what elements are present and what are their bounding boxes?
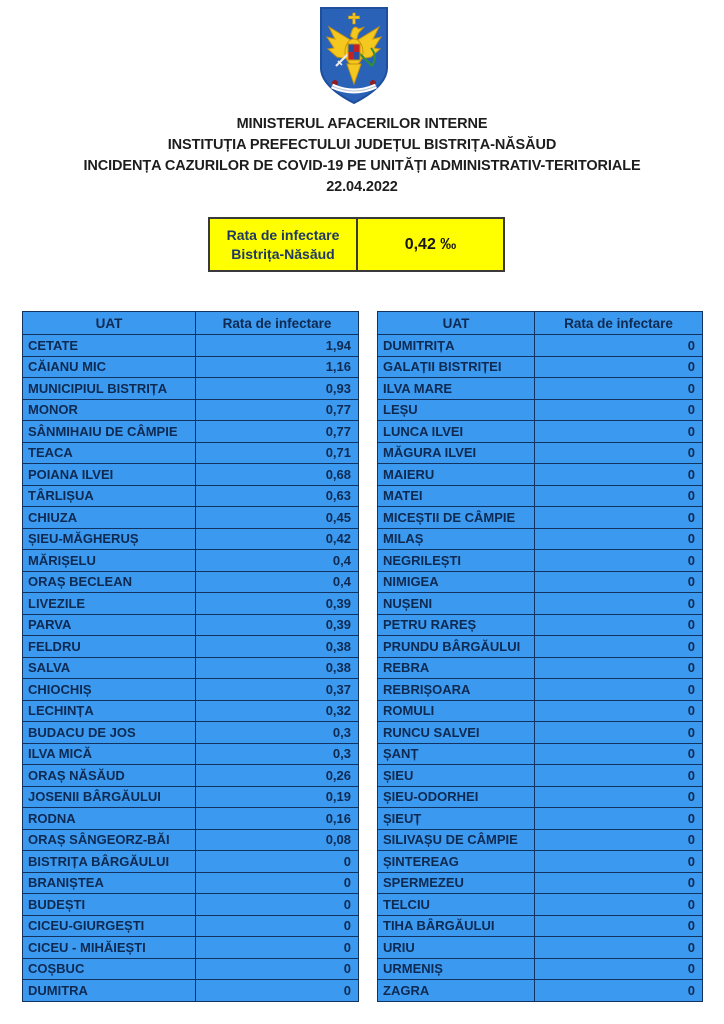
uat-name-cell: URMENIȘ: [378, 958, 535, 980]
table-row: [23, 937, 359, 959]
table-row: [23, 335, 359, 357]
uat-name-cell: MĂRIȘELU: [23, 550, 196, 572]
county-rate-summary-box: [208, 217, 505, 272]
rate-value-cell: 0,39: [196, 614, 359, 636]
rate-value-cell: 0: [535, 421, 703, 443]
rate-value-cell: 0: [535, 915, 703, 937]
table-row: [23, 894, 359, 916]
rate-value-cell: 0: [196, 894, 359, 916]
table-row: [23, 614, 359, 636]
uat-name-cell: SÂNMIHAIU DE CÂMPIE: [23, 421, 196, 443]
table-row: [23, 442, 359, 464]
uat-name-cell: NIMIGEA: [378, 571, 535, 593]
table-row: [378, 894, 703, 916]
rate-value-cell: 1,16: [196, 356, 359, 378]
uat-name-cell: BRANIȘTEA: [23, 872, 196, 894]
rate-value-cell: 0: [535, 464, 703, 486]
rate-value-cell: 0: [196, 915, 359, 937]
uat-name-cell: ȘANȚ: [378, 743, 535, 765]
table-row: [23, 786, 359, 808]
uat-name-cell: COȘBUC: [23, 958, 196, 980]
uat-name-cell: TÂRLIȘUA: [23, 485, 196, 507]
table-row: [378, 485, 703, 507]
uat-name-cell: POIANA ILVEI: [23, 464, 196, 486]
table-row: [23, 722, 359, 744]
column-header-uat: UAT: [378, 312, 535, 335]
table-row: [23, 765, 359, 787]
rate-value-cell: 0,32: [196, 700, 359, 722]
uat-name-cell: CICEU-GIURGEȘTI: [23, 915, 196, 937]
rate-value-cell: 0: [535, 894, 703, 916]
uat-name-cell: ORAȘ SÂNGEORZ-BĂI: [23, 829, 196, 851]
table-row: [378, 851, 703, 873]
uat-name-cell: LUNCA ILVEI: [378, 421, 535, 443]
table-row: [378, 378, 703, 400]
rate-value-cell: 0: [535, 657, 703, 679]
rate-value-cell: 0: [196, 851, 359, 873]
uat-name-cell: GALAȚII BISTRIȚEI: [378, 356, 535, 378]
table-row: [378, 872, 703, 894]
uat-name-cell: ZAGRA: [378, 980, 535, 1002]
uat-name-cell: CHIUZA: [23, 507, 196, 529]
table-row: [378, 765, 703, 787]
uat-name-cell: PARVA: [23, 614, 196, 636]
uat-table-right: [377, 311, 703, 1002]
uat-name-cell: JOSENII BÂRGĂULUI: [23, 786, 196, 808]
uat-name-cell: MAIERU: [378, 464, 535, 486]
uat-name-cell: ROMULI: [378, 700, 535, 722]
uat-name-cell: ȘIEU-MĂGHERUȘ: [23, 528, 196, 550]
rate-value-cell: 0: [535, 550, 703, 572]
table-row: [23, 378, 359, 400]
uat-name-cell: SILIVAȘU DE CÂMPIE: [378, 829, 535, 851]
rate-value-cell: 0: [535, 958, 703, 980]
rate-value-cell: 0: [535, 700, 703, 722]
uat-name-cell: CETATE: [23, 335, 196, 357]
uat-name-cell: LEȘU: [378, 399, 535, 421]
table-row: [378, 808, 703, 830]
table-row: [378, 356, 703, 378]
table-row: [23, 958, 359, 980]
table-row: [23, 700, 359, 722]
rate-value-cell: 0,63: [196, 485, 359, 507]
table-header-row: [378, 312, 703, 335]
uat-name-cell: ORAȘ NĂSĂUD: [23, 765, 196, 787]
uat-name-cell: BISTRIȚA BÂRGĂULUI: [23, 851, 196, 873]
rate-value-cell: 0,38: [196, 657, 359, 679]
column-header-rate: Rata de infectare: [196, 312, 359, 335]
table-row: [378, 980, 703, 1002]
title-line-ministry: MINISTERUL AFACERILOR INTERNE: [236, 116, 488, 132]
table-row: [23, 421, 359, 443]
county-rate-label-line2: Bistrița-Năsăud: [231, 245, 335, 262]
rate-value-cell: 0: [535, 335, 703, 357]
uat-name-cell: DUMITRA: [23, 980, 196, 1002]
uat-name-cell: TIHA BÂRGĂULUI: [378, 915, 535, 937]
uat-name-cell: DUMITRIȚA: [378, 335, 535, 357]
uat-name-cell: URIU: [378, 937, 535, 959]
rate-value-cell: 0,39: [196, 593, 359, 615]
table-row: [23, 980, 359, 1002]
uat-name-cell: BUDEȘTI: [23, 894, 196, 916]
uat-name-cell: BUDACU DE JOS: [23, 722, 196, 744]
uat-name-cell: ȘIEU-ODORHEI: [378, 786, 535, 808]
rate-value-cell: 1,94: [196, 335, 359, 357]
table-row: [378, 335, 703, 357]
table-row: [378, 829, 703, 851]
rate-value-cell: 0,3: [196, 743, 359, 765]
uat-name-cell: PRUNDU BÂRGĂULUI: [378, 636, 535, 658]
uat-name-cell: TEACA: [23, 442, 196, 464]
uat-name-cell: ȘINTEREAG: [378, 851, 535, 873]
table-row: [378, 528, 703, 550]
table-row: [378, 464, 703, 486]
uat-name-cell: LECHINȚA: [23, 700, 196, 722]
rate-value-cell: 0: [196, 958, 359, 980]
table-row: [378, 614, 703, 636]
table-row: [378, 700, 703, 722]
uat-name-cell: MĂGURA ILVEI: [378, 442, 535, 464]
rate-value-cell: 0: [535, 442, 703, 464]
rate-value-cell: 0: [535, 399, 703, 421]
table-row: [378, 442, 703, 464]
table-row: [23, 915, 359, 937]
county-rate-label-line1: Rata de infectare: [226, 226, 340, 243]
rate-value-cell: 0: [535, 593, 703, 615]
rate-value-cell: 0,4: [196, 571, 359, 593]
rate-value-cell: 0: [535, 743, 703, 765]
rate-value-cell: 0: [196, 980, 359, 1002]
table-row: [23, 829, 359, 851]
rate-value-cell: 0,77: [196, 421, 359, 443]
rate-value-cell: 0,4: [196, 550, 359, 572]
rate-value-cell: 0: [535, 829, 703, 851]
romania-coat-of-arms-icon: [318, 6, 390, 106]
uat-table-left: [22, 311, 359, 1002]
uat-name-cell: CHIOCHIȘ: [23, 679, 196, 701]
table-row: [23, 571, 359, 593]
table-row: [23, 872, 359, 894]
uat-name-cell: REBRIȘOARA: [378, 679, 535, 701]
rate-value-cell: 0: [535, 765, 703, 787]
rate-value-cell: 0,08: [196, 829, 359, 851]
table-row: [378, 679, 703, 701]
table-row: [378, 421, 703, 443]
uat-name-cell: TELCIU: [378, 894, 535, 916]
uat-name-cell: MONOR: [23, 399, 196, 421]
uat-name-cell: ILVA MICĂ: [23, 743, 196, 765]
rate-value-cell: 0: [535, 356, 703, 378]
table-row: [23, 657, 359, 679]
county-rate-value: 0,42 ‰: [404, 235, 457, 253]
rate-value-cell: 0: [535, 485, 703, 507]
uat-name-cell: CĂIANU MIC: [23, 356, 196, 378]
rate-value-cell: 0: [535, 722, 703, 744]
uat-name-cell: MUNICIPIUL BISTRIȚA: [23, 378, 196, 400]
table-row: [378, 399, 703, 421]
table-row: [23, 399, 359, 421]
rate-value-cell: 0: [535, 528, 703, 550]
coat-of-arms-svg: [318, 6, 390, 106]
rate-value-cell: 0: [535, 571, 703, 593]
table-row: [23, 679, 359, 701]
rate-value-cell: 0,77: [196, 399, 359, 421]
rate-value-cell: 0,42: [196, 528, 359, 550]
table-row: [378, 507, 703, 529]
table-row: [23, 464, 359, 486]
uat-name-cell: LIVEZILE: [23, 593, 196, 615]
table-row: [378, 722, 703, 744]
table-row: [23, 636, 359, 658]
uat-name-cell: SPERMEZEU: [378, 872, 535, 894]
table-row: [378, 915, 703, 937]
table-row: [23, 485, 359, 507]
rate-value-cell: 0: [196, 872, 359, 894]
uat-name-cell: ORAȘ BECLEAN: [23, 571, 196, 593]
table-row: [23, 550, 359, 572]
rate-value-cell: 0: [535, 378, 703, 400]
rate-value-cell: 0: [535, 937, 703, 959]
rate-value-cell: 0: [535, 980, 703, 1002]
table-row: [23, 851, 359, 873]
table-row: [23, 593, 359, 615]
column-header-rate: Rata de infectare: [535, 312, 703, 335]
rate-value-cell: 0: [535, 808, 703, 830]
rate-value-cell: 0,38: [196, 636, 359, 658]
uat-name-cell: MILAȘ: [378, 528, 535, 550]
county-rate-label: [210, 219, 358, 270]
title-block: [0, 114, 724, 198]
rate-value-cell: 0: [535, 786, 703, 808]
uat-name-cell: SALVA: [23, 657, 196, 679]
rate-value-cell: 0,26: [196, 765, 359, 787]
rate-value-cell: 0,37: [196, 679, 359, 701]
table-row: [23, 743, 359, 765]
rate-value-cell: 0: [535, 851, 703, 873]
table-row: [378, 958, 703, 980]
rate-value-cell: 0: [535, 507, 703, 529]
rate-value-cell: 0,16: [196, 808, 359, 830]
rate-value-cell: 0: [535, 636, 703, 658]
uat-name-cell: MICEȘTII DE CÂMPIE: [378, 507, 535, 529]
table-row: [378, 593, 703, 615]
table-row: [23, 528, 359, 550]
table-row: [23, 507, 359, 529]
table-row: [23, 808, 359, 830]
table-row: [378, 550, 703, 572]
rate-value-cell: 0: [535, 679, 703, 701]
table-row: [378, 636, 703, 658]
table-row: [378, 743, 703, 765]
uat-name-cell: NEGRILEȘTI: [378, 550, 535, 572]
uat-name-cell: MATEI: [378, 485, 535, 507]
uat-name-cell: ȘIEU: [378, 765, 535, 787]
rate-value-cell: 0,68: [196, 464, 359, 486]
table-header-row: [23, 312, 359, 335]
uat-name-cell: FELDRU: [23, 636, 196, 658]
rate-value-cell: 0: [196, 937, 359, 959]
rate-value-cell: 0,45: [196, 507, 359, 529]
rate-value-cell: 0,19: [196, 786, 359, 808]
table-row: [378, 937, 703, 959]
table-row: [378, 786, 703, 808]
uat-name-cell: RUNCU SALVEI: [378, 722, 535, 744]
title-line-subject: INCIDENȚA CAZURILOR DE COVID-19 PE UNITĂȚI ADMINISTRATIV-TERITORIALE: [83, 158, 641, 174]
title-line-institution: INSTITUȚIA PREFECTULUI JUDEȚUL BISTRIȚA-NĂSĂUD: [167, 137, 557, 153]
rate-value-cell: 0: [535, 872, 703, 894]
rate-value-cell: 0,3: [196, 722, 359, 744]
column-header-uat: UAT: [23, 312, 196, 335]
title-line-date: 22.04.2022: [326, 179, 398, 195]
table-row: [378, 657, 703, 679]
uat-name-cell: ILVA MARE: [378, 378, 535, 400]
uat-name-cell: REBRA: [378, 657, 535, 679]
uat-name-cell: NUȘENI: [378, 593, 535, 615]
rate-value-cell: 0,93: [196, 378, 359, 400]
uat-name-cell: PETRU RAREȘ: [378, 614, 535, 636]
table-row: [23, 356, 359, 378]
rate-value-cell: 0,71: [196, 442, 359, 464]
uat-name-cell: ȘIEUȚ: [378, 808, 535, 830]
uat-name-cell: RODNA: [23, 808, 196, 830]
table-row: [378, 571, 703, 593]
uat-name-cell: CICEU - MIHĂIEȘTI: [23, 937, 196, 959]
rate-value-cell: 0: [535, 614, 703, 636]
